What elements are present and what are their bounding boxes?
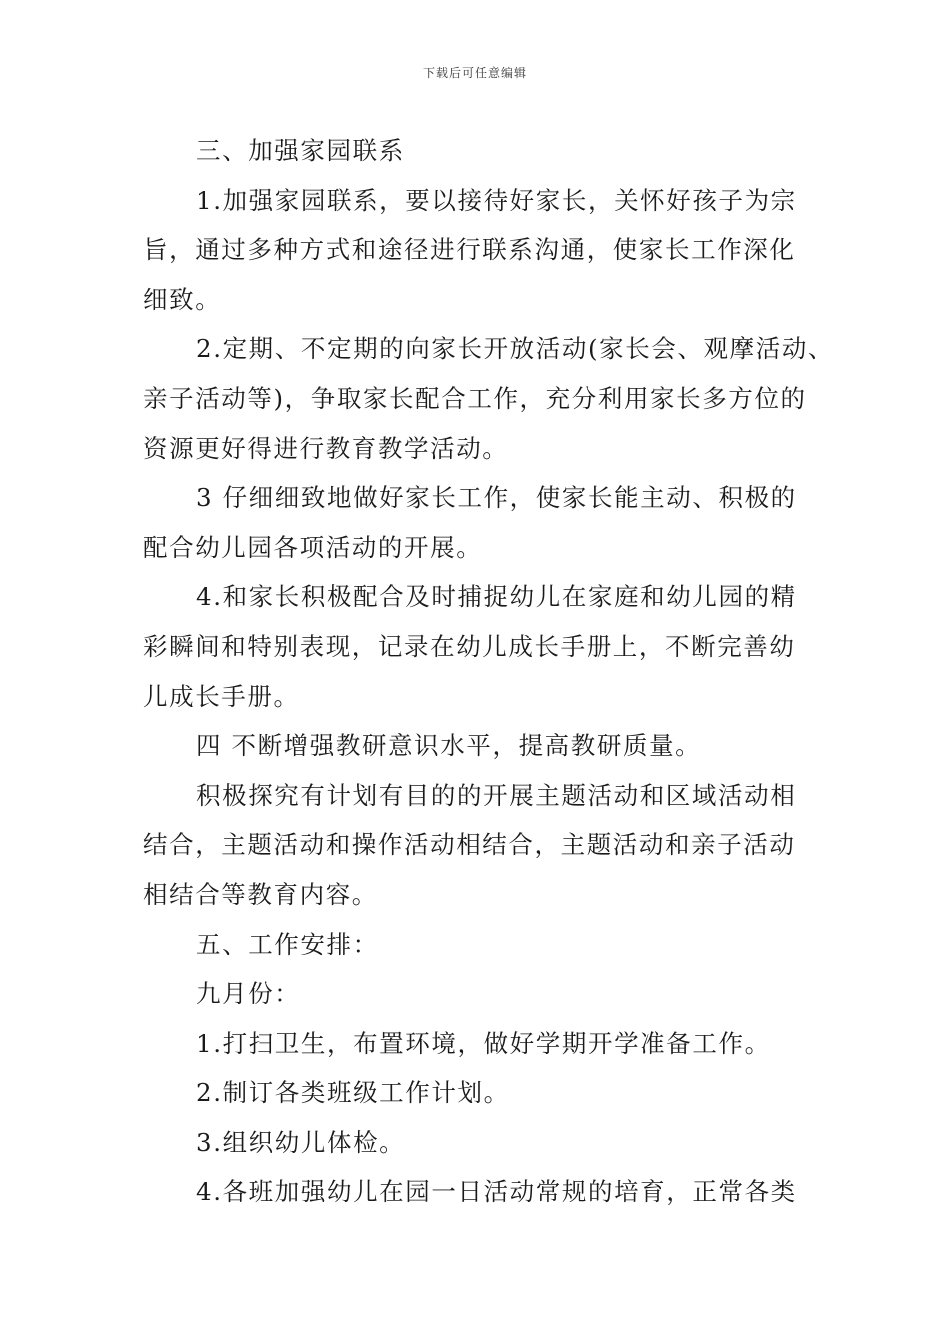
text-line: 四 不断增强教研意识水平，提高教研质量。 [196,731,702,761]
text-line: 五、工作安排： [196,929,379,959]
text-line: 亲子活动等)，争取家长配合工作，充分利用家长多方位的 [143,383,807,413]
text-line: 1.加强家园联系，要以接待好家长，关怀好孩子为宗 [196,185,797,215]
text-line: 彩瞬间和特别表现，记录在幼儿成长手册上，不断完善幼 [143,631,796,661]
text-line: 旨，通过多种方式和途径进行联系沟通，使家长工作深化 [143,235,796,265]
text-line: 4.和家长积极配合及时捕捉幼儿在家庭和幼儿园的精 [196,582,797,612]
page-header-note: 下载后可任意编辑 [422,66,527,80]
text-line: 三、加强家园联系 [196,136,405,165]
text-line: 结合，主题活动和操作活动相结合，主题活动和亲子活动 [143,830,796,860]
text-line: 细致。 [143,284,222,314]
text-line: 相结合等教育内容。 [143,879,378,909]
text-line: 4.各班加强幼儿在园一日活动常规的培育，正常各类 [196,1177,797,1207]
text-line: 3 仔细细致地做好家长工作，使家长能主动、积极的 [196,483,797,513]
text-line: 3.组织幼儿体检。 [196,1127,406,1157]
text-line: 儿成长手册。 [143,681,300,711]
text-line: 1.打扫卫生，布置环境，做好学期开学准备工作。 [196,1028,771,1058]
text-line: 配合幼儿园各项活动的开展。 [143,532,483,562]
text-line: 积极探究有计划有目的的开展主题活动和区域活动相 [196,780,797,810]
text-line: 资源更好得进行教育教学活动。 [143,433,509,463]
text-line: 九月份： [196,979,301,1009]
text-line: 2.定期、不定期的向家长开放活动(家长会、观摩活动、 [196,334,835,364]
text-line: 2.制订各类班级工作计划。 [196,1078,510,1108]
document-body [143,126,835,1217]
